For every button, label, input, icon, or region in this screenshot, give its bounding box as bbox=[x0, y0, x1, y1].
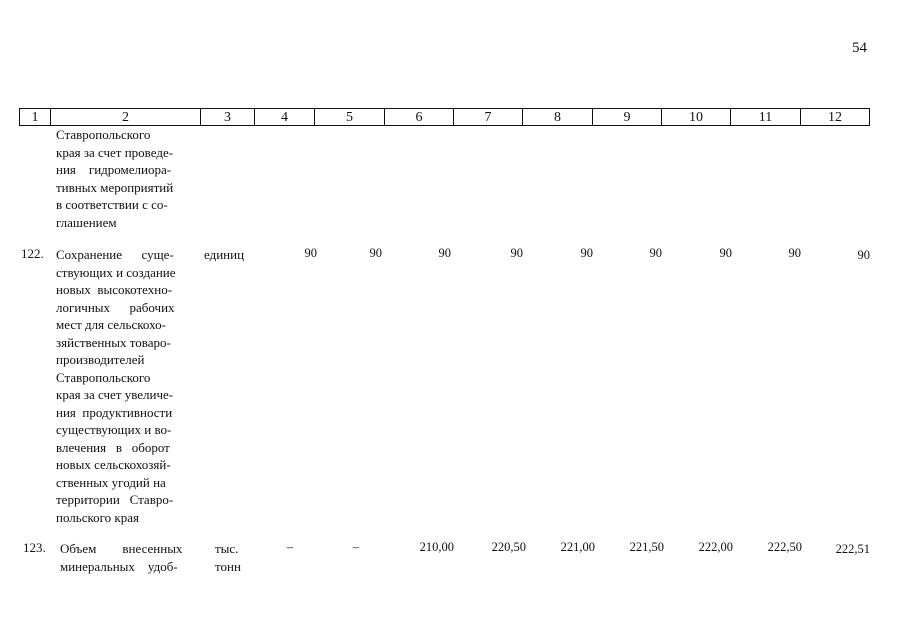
row-value-col-6: 90 bbox=[438, 246, 451, 260]
row-value-col-9: 90 bbox=[649, 246, 662, 260]
row-unit: тыс. bbox=[215, 541, 239, 556]
row-value-col-7: 220,50 bbox=[491, 540, 526, 554]
row-index: 123. bbox=[23, 540, 46, 555]
row-value-col-5: – bbox=[352, 540, 359, 554]
row-value-col-10: 90 bbox=[719, 246, 732, 260]
header-col-7: 7 bbox=[454, 109, 523, 125]
row-description-line: края за счет проведе- bbox=[56, 144, 174, 160]
row-value-col-10: 222,00 bbox=[698, 540, 733, 554]
row-description-line: Объем внесенных bbox=[60, 541, 183, 556]
header-col-2: 2 bbox=[51, 109, 201, 125]
row-description-line: края за счет увеличе- bbox=[56, 387, 174, 402]
row-value-col-5: 90 bbox=[369, 246, 382, 260]
row-description-line: минеральных удоб- bbox=[60, 558, 178, 574]
header-col-5: 5 bbox=[315, 109, 385, 125]
row-value-col-8: 90 bbox=[580, 246, 593, 260]
row-description-line: территории Ставро- bbox=[56, 492, 174, 507]
row-value-col-6: 210,00 bbox=[419, 540, 454, 554]
page-number: 54 bbox=[852, 40, 867, 56]
row-value-col-12: 222,51 bbox=[835, 542, 870, 556]
row-value-col-7: 90 bbox=[510, 246, 523, 260]
header-col-8: 8 bbox=[523, 109, 593, 125]
header-col-12: 12 bbox=[828, 110, 842, 125]
row-description-line: производителей bbox=[56, 352, 145, 367]
header-col-1: 1 bbox=[20, 109, 51, 125]
row-value-col-4: 90 bbox=[304, 246, 317, 260]
row-value-col-11: 90 bbox=[788, 246, 801, 260]
row-description-line: ствующих и создание bbox=[56, 264, 176, 280]
header-col-10: 10 bbox=[662, 109, 731, 125]
header-col-9: 9 bbox=[593, 109, 662, 125]
header-col-11: 11 bbox=[731, 109, 801, 125]
header-col-4: 4 bbox=[255, 109, 315, 125]
row-description-line: существующих и во- bbox=[56, 422, 172, 437]
row-description-line: Сохранение суще- bbox=[56, 247, 174, 262]
row-description-line: новых высокотехно- bbox=[56, 282, 173, 297]
row-value-col-4: – bbox=[286, 540, 293, 554]
row-description-line: глашением bbox=[56, 214, 117, 230]
row-value-col-11: 222,50 bbox=[767, 540, 802, 554]
row-description-line: ния продуктивности bbox=[56, 404, 173, 420]
row-value-col-9: 221,50 bbox=[629, 540, 664, 554]
row-description-line: тивных мероприятий bbox=[56, 179, 174, 195]
row-description-line: Ставропольского bbox=[56, 369, 151, 385]
row-unit: единиц bbox=[204, 247, 245, 262]
row-description-line: Ставропольского bbox=[56, 127, 151, 142]
header-col-6: 6 bbox=[385, 109, 454, 125]
row-description-line: ственных угодий на bbox=[56, 474, 166, 490]
row-unit: тонн bbox=[215, 558, 241, 574]
row-description-line: влечения в оборот bbox=[56, 439, 170, 455]
table-header-row bbox=[19, 108, 870, 126]
row-index: 122. bbox=[21, 246, 44, 261]
row-value-col-12: 90 bbox=[857, 248, 870, 262]
row-value-col-8: 221,00 bbox=[560, 540, 595, 554]
row-description-line: мест для сельскохо- bbox=[56, 317, 166, 332]
row-description-line: зяйственных товаро- bbox=[56, 334, 171, 350]
row-description-line: новых сельскохозяй- bbox=[56, 457, 171, 472]
header-col-3: 3 bbox=[201, 109, 255, 125]
row-description-line: логичных рабочих bbox=[56, 299, 175, 315]
row-description-line: в соответствии с со- bbox=[56, 197, 168, 212]
row-description-line: польского края bbox=[56, 509, 139, 525]
row-description-line: ния гидромелиора- bbox=[56, 162, 172, 177]
